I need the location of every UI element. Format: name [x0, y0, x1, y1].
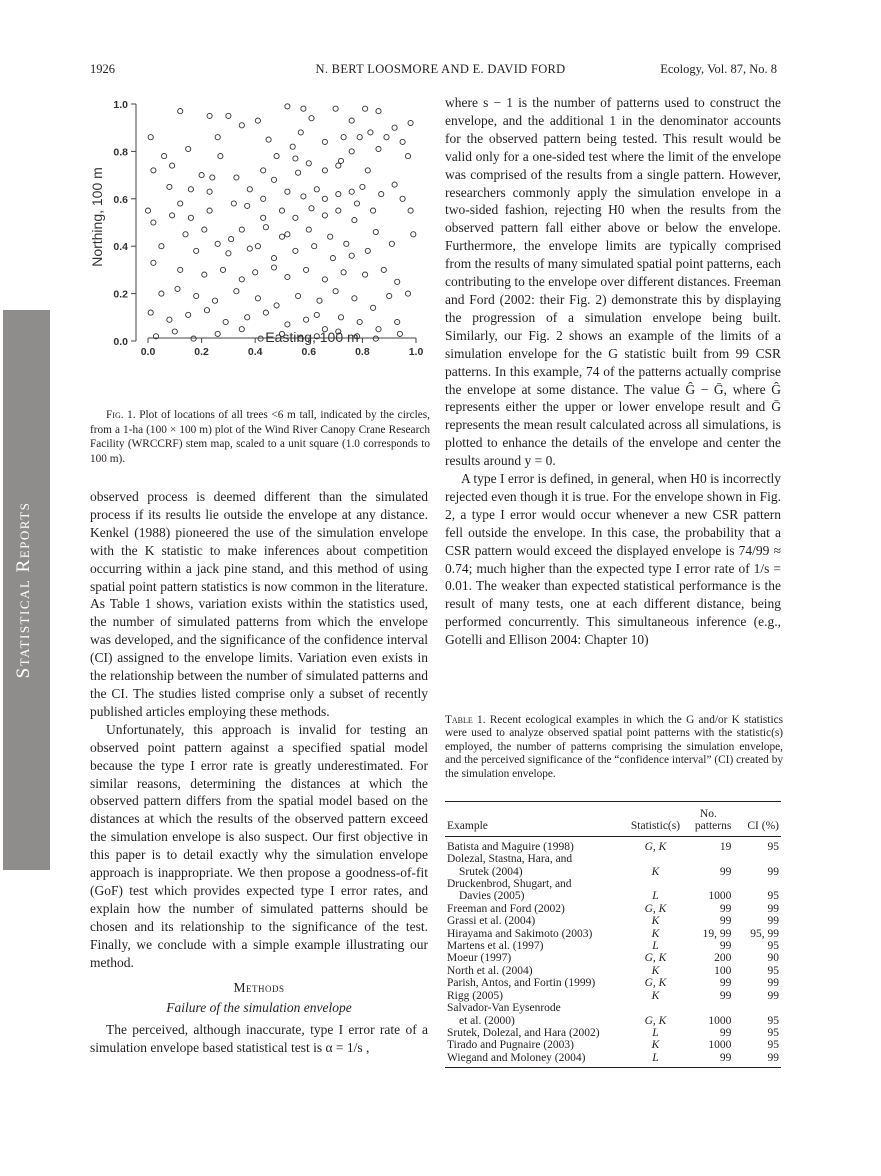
cell-example	[445, 1039, 628, 1051]
tree-point	[285, 189, 290, 194]
tree-point	[333, 106, 338, 111]
tree-point	[296, 293, 301, 298]
cell-example-line: Parish, Antos, and Fortin (1999)	[447, 977, 596, 990]
tree-point	[389, 241, 394, 246]
tree-point	[175, 286, 180, 291]
tree-point	[148, 310, 153, 315]
tree-point	[309, 206, 314, 211]
tree-point	[328, 234, 333, 239]
cell-ci: 95	[767, 890, 779, 903]
tree-point	[298, 130, 303, 135]
x-tick-label: 0.8	[355, 346, 370, 358]
tree-point	[411, 232, 416, 237]
tree-point	[178, 109, 183, 114]
tree-point	[322, 213, 327, 218]
tree-point	[207, 189, 212, 194]
y-tick-label: 0.4	[113, 241, 128, 254]
cell-example	[445, 903, 628, 915]
cell-patterns: 99	[719, 902, 732, 915]
tree-point	[183, 232, 188, 237]
tree-point	[301, 194, 306, 199]
table-1	[445, 801, 781, 1068]
cell-example	[445, 915, 628, 927]
tree-point	[336, 192, 341, 197]
tree-point	[186, 312, 191, 317]
tree-point	[188, 215, 193, 220]
tree-point	[376, 327, 381, 332]
tree-point	[231, 201, 236, 206]
tree-point	[215, 135, 220, 140]
y-axis-label: Northing, 100 m	[89, 167, 105, 267]
tree-point	[162, 154, 167, 159]
cell-patterns: 99	[719, 865, 732, 878]
tree-point	[285, 322, 290, 327]
tree-point	[239, 327, 244, 332]
tree-point	[314, 187, 319, 192]
table-caption-text: Recent ecological examples in which the G and/or K statistics were used to analyze observed spatial point patterns with the statistic(s) employed, the number of patterns comprising the simulation envelope, and the perceived significance of the “confidence interval” (CI) created by the simulation envelope.	[445, 714, 783, 780]
cell-statistic: G, K	[644, 902, 667, 915]
tree-point	[271, 177, 276, 182]
cell-example-line: Freeman and Ford (2002)	[447, 902, 565, 915]
table-row	[445, 1002, 781, 1027]
tree-point	[245, 315, 250, 320]
tree-point	[258, 336, 263, 341]
tree-point	[322, 277, 327, 282]
running-header-authors: N. BERT LOOSMORE AND E. DAVID FORD	[315, 62, 566, 76]
tree-point	[405, 291, 410, 296]
tree-point	[186, 146, 191, 151]
tree-point	[285, 104, 290, 109]
tree-point	[151, 260, 156, 265]
figure-caption-label: Fig. 1.	[106, 409, 136, 421]
tree-point	[395, 279, 400, 284]
cell-example	[445, 928, 628, 940]
table-row	[445, 1039, 781, 1051]
tree-point	[296, 170, 301, 175]
tree-point	[210, 175, 215, 180]
table-row	[445, 878, 781, 903]
section-heading-methods: Methods	[233, 980, 285, 996]
tree-point	[234, 289, 239, 294]
tree-point	[207, 113, 212, 118]
cell-ci: 95	[767, 964, 779, 977]
cell-statistic: G, K	[644, 977, 667, 990]
tree-point	[263, 310, 268, 315]
plot-points	[145, 104, 416, 341]
cell-example-line: Wiegand and Moloney (2004)	[447, 1051, 586, 1064]
table-body	[445, 836, 781, 1067]
tree-point	[322, 139, 327, 144]
tree-point	[373, 336, 378, 341]
tree-point	[365, 168, 370, 173]
cell-patterns: 99	[719, 915, 732, 928]
tree-point	[207, 208, 212, 213]
tree-point	[336, 208, 341, 213]
section-side-tab-label: Statistical Reports	[13, 501, 34, 679]
tree-point	[304, 317, 309, 322]
table-row	[445, 1027, 781, 1039]
tree-point	[400, 196, 405, 201]
tree-point	[247, 246, 252, 251]
tree-point	[151, 168, 156, 173]
tree-point	[290, 144, 295, 149]
tree-point	[223, 319, 228, 324]
y-tick-label: 1.0	[113, 99, 128, 111]
tree-point	[285, 274, 290, 279]
subsection-heading: Failure of the simulation envelope	[166, 1000, 352, 1016]
left-column	[90, 488, 428, 1057]
tree-point	[191, 336, 196, 341]
tree-point	[312, 244, 317, 249]
cell-patterns: 1000	[708, 890, 732, 903]
cell-ci: 99	[767, 902, 779, 915]
tree-point	[306, 161, 311, 166]
cell-example-line: Srutek, Dolezal, and Hara (2002)	[447, 1026, 600, 1039]
tree-point	[392, 125, 397, 130]
table-row	[445, 977, 781, 989]
table-row	[445, 1052, 781, 1068]
tree-point	[379, 192, 384, 197]
cell-ci: 99	[767, 865, 779, 878]
x-tick-label: 0.6	[301, 346, 317, 358]
tree-point	[274, 303, 279, 308]
tree-point	[341, 135, 346, 140]
cell-statistic: L	[652, 890, 659, 903]
tree-point	[314, 312, 319, 317]
tree-point	[368, 130, 373, 135]
tree-point	[304, 267, 309, 272]
cell-ci: 95	[767, 840, 779, 853]
cell-statistic: K	[651, 927, 660, 940]
figure-caption-text: Plot of locations of all trees <6 m tall, indicated by the circles, from a 1-ha (100 × 100 m) plot of the Wind River Canopy Crane Research Facility (WRCCRF) stem map, scaled to a unit square (1.0 corresponds to 100 m).	[90, 409, 430, 465]
cell-ci: 99	[733, 1052, 781, 1068]
cell-patterns: 100	[714, 964, 732, 977]
tree-point	[293, 248, 298, 253]
tree-point	[360, 184, 365, 189]
y-tick-label: 0.8	[113, 146, 128, 159]
tree-point	[274, 154, 279, 159]
cell-example-line: Hirayama and Sakimoto (2003)	[447, 927, 593, 940]
tree-point	[239, 277, 244, 282]
tree-point	[376, 109, 381, 114]
tree-point	[245, 203, 250, 208]
cell-example	[445, 1002, 628, 1027]
tree-point	[357, 135, 362, 140]
header-ci: CI (%)	[733, 802, 781, 837]
cell-ci: 99	[767, 989, 779, 1002]
cell-ci: 95, 99	[750, 927, 779, 940]
tree-point	[279, 234, 284, 239]
tree-point	[261, 215, 266, 220]
header-patterns-bottom: patterns	[694, 820, 732, 833]
table-caption-label: Table 1.	[445, 714, 486, 726]
page-number: 1926	[90, 62, 115, 76]
cell-example-line: Rigg (2005)	[447, 989, 503, 1002]
tree-point	[352, 296, 357, 301]
tree-point	[405, 154, 410, 159]
cell-example-line: Batista and Maguire (1998)	[447, 840, 574, 853]
tree-point	[395, 319, 400, 324]
cell-example	[445, 836, 628, 853]
tree-point	[255, 296, 260, 301]
tree-point	[255, 244, 260, 249]
tree-point	[322, 168, 327, 173]
tree-point	[381, 267, 386, 272]
table-1-caption	[445, 714, 783, 781]
tree-point	[341, 270, 346, 275]
cell-statistic: K	[651, 1039, 660, 1052]
tree-point	[151, 220, 156, 225]
tree-point	[159, 244, 164, 249]
tree-point	[357, 319, 362, 324]
tree-point	[253, 270, 258, 275]
tree-point	[145, 208, 150, 213]
tree-point	[178, 267, 183, 272]
x-tick-label: 0.4	[247, 346, 263, 358]
tree-point	[202, 272, 207, 277]
tree-point	[199, 173, 204, 178]
tree-point	[384, 135, 389, 140]
tree-point	[261, 168, 266, 173]
table-row	[445, 903, 781, 915]
tree-point	[212, 298, 217, 303]
table-row	[445, 928, 781, 940]
cell-ci: 95	[767, 1039, 779, 1052]
right-column	[445, 94, 781, 649]
tree-point	[188, 187, 193, 192]
x-tick-label: 0.2	[194, 346, 209, 358]
tree-point	[226, 251, 231, 256]
cell-example-line: Salvador-Van Eysenrode	[447, 1002, 561, 1015]
tree-point	[194, 293, 199, 298]
cell-patterns: 19	[719, 840, 732, 853]
cell-statistic: G, K	[644, 840, 667, 853]
header-example: Example	[445, 802, 628, 837]
cell-example	[445, 977, 628, 989]
tree-point	[309, 116, 314, 121]
cell-example-line: Martens et al. (1997)	[447, 940, 544, 953]
cell-example	[445, 1027, 628, 1039]
cell-statistic: L	[652, 940, 659, 953]
tree-point	[271, 265, 276, 270]
tree-point	[204, 308, 209, 313]
tree-point	[354, 201, 359, 206]
tree-point	[226, 113, 231, 118]
cell-patterns: 99	[719, 1026, 732, 1039]
x-tick-label: 1.0	[408, 346, 423, 358]
tree-point	[387, 293, 392, 298]
cell-patterns: 99	[719, 977, 732, 990]
table-row	[445, 836, 781, 853]
tree-point	[349, 189, 354, 194]
cell-patterns: 1000	[708, 1039, 732, 1052]
tree-point	[400, 139, 405, 144]
cell-example-line: Srutek (2004)	[459, 865, 523, 878]
cell-example-line: Tirado and Pugnaire (2003)	[447, 1039, 575, 1052]
tree-point	[352, 218, 357, 223]
y-tick-label: 0.0	[113, 336, 128, 348]
paragraph: observed process is deemed different than the simulated process if its results lie outside the envelope at any distance. Kenkel (1988) pioneered the use of the simulation envelope with the K statistic to make inferences about competition occurring within a jack pine stand, and this method of using spatial point pattern statistics is now common in the literature. As Table 1 shows, variation exists within the statistics used, the number of simulated patterns from which the envelope was developed, and the significance of the confidence interval (CI) assigned to the envelope limits. Variation even exists in the relationship between the number of simulated patterns and the CI. The studies listed comprise only a subset of recently published articles employing these methods.	[90, 489, 428, 719]
tree-point	[408, 208, 413, 213]
tree-point	[167, 317, 172, 322]
tree-point	[317, 298, 322, 303]
cell-patterns: 99	[719, 940, 732, 953]
cell-example	[445, 940, 628, 952]
cell-ci: 95	[767, 1026, 779, 1039]
cell-statistic: K	[651, 964, 660, 977]
tree-point	[349, 149, 354, 154]
cell-example	[445, 1052, 628, 1068]
cell-example-line: et al. (2000)	[459, 1014, 515, 1027]
tree-point	[148, 135, 153, 140]
tree-point	[159, 291, 164, 296]
paragraph: where s − 1 is the number of patterns used to construct the envelope, and the additional 1 in the denominator accounts for the observed pattern being tested. This result would be valid only for a one-sided test where the limit of the envelope was comprised of the results from a single pattern. However, researchers commonly apply the simulation envelope in a two-sided fashion, rejecting H0 when the results from the observed pattern fall either above or below the envelope. Furthermore, the envelope limits are typically comprised from the results of many simulated spatial point patterns, each contributing to the envelope over different distances. Freeman and Ford (2002: their Fig. 2) demonstrate this by displaying the progression of a simulation envelope being built. Similarly, our Fig. 2 shows an example of the limits of a simulation envelope for the G statistic built from 99 CSR patterns. In this example, 74 of the patterns actually comprise the envelope at some distance. The value Ĝ − Ḡ, where Ĝ represents either the upper or lower envelope result and Ḡ represents the mean result calculated across all simulations, is plotted to enhance the details of the envelope and center the results around y = 0.	[445, 95, 781, 469]
cell-ci: 90	[767, 952, 779, 965]
table-row	[445, 940, 781, 952]
cell-ci: 95	[767, 1014, 779, 1027]
cell-example-line: Davies (2005)	[459, 890, 525, 903]
cell-ci: 95	[767, 940, 779, 953]
tree-point	[172, 329, 177, 334]
paragraph: Unfortunately, this approach is invalid for testing an observed point pattern against a specified spatial model because the type I error rate is greatly underestimated. For similar reasons, determining the distances at which the observed pattern differs from the spatial model based on the distances at which the results of the observed pattern exceed the simulation envelope is also suspect. Our first objective in this paper is to detail exactly why the simulation envelope approach is inappropriate. We then propose a goodness-of-fit (GoF) test which provides expected type I error rates, and explain how the number of simulated patterns should be chosen and its relationship to the significance of the test. Finally, we conclude with a simple example illustrating our method.	[90, 721, 428, 970]
cell-patterns: 200	[714, 952, 732, 965]
x-axis-label: Easting, 100 m	[265, 329, 359, 345]
cell-ci: 99	[767, 915, 779, 928]
tree-point	[338, 315, 343, 320]
tree-point	[371, 305, 376, 310]
paragraph: A type I error is defined, in general, when H0 is incorrectly rejected even though it is true. For the envelope shown in Fig. 2, a type I error would occur whenever a new CSR pattern fell outside the envelope. In this case, the probability that a CSR pattern would exceed the displayed envelope is 74/99 ≈ 0.74; much higher than the expected type I error rate of 1/s = 0.01. The weaker than expected statistical performance is the result of many tests, one at each different distance, being performed concurrently. This simultaneous inference (e.g., Gotelli and Ellison 2004: Chapter 10)	[445, 471, 781, 648]
tree-point	[363, 272, 368, 277]
cell-statistic: K	[651, 915, 660, 928]
tree-point	[293, 156, 298, 161]
cell-example	[445, 878, 628, 903]
tree-point	[301, 106, 306, 111]
tree-point	[229, 237, 234, 242]
tree-point	[170, 163, 175, 168]
tree-point	[397, 331, 402, 336]
tree-point	[349, 253, 354, 258]
cell-example	[445, 853, 628, 878]
tree-point	[234, 175, 239, 180]
tree-point	[261, 196, 266, 201]
cell-patterns: 19, 99	[702, 927, 732, 940]
table-row	[445, 965, 781, 977]
cell-ci: 99	[767, 977, 779, 990]
tree-point	[178, 201, 183, 206]
cell-statistic: G, K	[644, 952, 667, 965]
figure-1-caption	[90, 408, 430, 466]
tree-point	[266, 137, 271, 142]
cell-example-line: Dolezal, Stastna, Hara, and	[447, 853, 573, 866]
cell-example-line: Grassi et al. (2004)	[447, 915, 536, 928]
tree-point	[220, 267, 225, 272]
tree-point	[215, 241, 220, 246]
table-header-row	[445, 802, 781, 837]
cell-statistic: L	[652, 1026, 659, 1039]
tree-point	[373, 229, 378, 234]
running-header-journal: Ecology, Vol. 87, No. 8	[660, 62, 777, 76]
figure-1-scatter-plot	[88, 92, 423, 392]
cell-patterns: 1000	[708, 1014, 732, 1027]
header-patterns-top: No.	[699, 808, 717, 820]
table-row	[445, 990, 781, 1002]
tree-point	[239, 123, 244, 128]
tree-point	[293, 215, 298, 220]
tree-point	[376, 146, 381, 151]
tree-point	[285, 232, 290, 237]
tree-point	[247, 187, 252, 192]
tree-point	[349, 118, 354, 123]
cell-example	[445, 965, 628, 977]
tree-point	[336, 163, 341, 168]
tree-point	[306, 227, 311, 232]
cell-statistic: K	[651, 865, 660, 878]
tree-point	[408, 120, 413, 125]
header-patterns	[683, 802, 733, 837]
cell-example-line: Moeur (1997)	[447, 952, 512, 965]
tree-point	[322, 196, 327, 201]
cell-patterns: 99	[719, 989, 732, 1002]
tree-point	[218, 154, 223, 159]
cell-example	[445, 952, 628, 964]
tree-point	[263, 225, 268, 230]
tree-point	[279, 208, 284, 213]
x-tick-label: 0.0	[140, 346, 156, 358]
paragraph: The perceived, although inaccurate, type I error rate of a simulation envelope based statistical test is α = 1/s ,	[90, 1022, 428, 1056]
tree-point	[371, 208, 376, 213]
tree-point	[170, 213, 175, 218]
cell-patterns: 99	[683, 1052, 733, 1068]
tree-point	[202, 227, 207, 232]
cell-example	[445, 990, 628, 1002]
cell-statistic: K	[651, 989, 660, 1002]
tree-point	[194, 248, 199, 253]
y-tick-label: 0.2	[113, 288, 128, 301]
tree-point	[239, 227, 244, 232]
tree-point	[167, 184, 172, 189]
tree-point	[255, 118, 260, 123]
y-tick-label: 0.6	[113, 193, 128, 206]
cell-example-line: North et al. (2004)	[447, 964, 533, 977]
tree-point	[344, 241, 349, 246]
tree-point	[365, 248, 370, 253]
tree-point	[333, 289, 338, 294]
header-statistic: Statistic(s)	[628, 802, 684, 837]
cell-statistic: L	[628, 1052, 684, 1068]
table-row	[445, 915, 781, 927]
table-row	[445, 853, 781, 878]
tree-point	[330, 256, 335, 261]
tree-point	[363, 106, 368, 111]
cell-statistic: G, K	[644, 1014, 667, 1027]
tree-point	[215, 331, 220, 336]
cell-example-line: Druckenbrod, Shugart, and	[447, 878, 572, 891]
tree-point	[392, 182, 397, 187]
table-row	[445, 952, 781, 964]
tree-point	[271, 256, 276, 261]
